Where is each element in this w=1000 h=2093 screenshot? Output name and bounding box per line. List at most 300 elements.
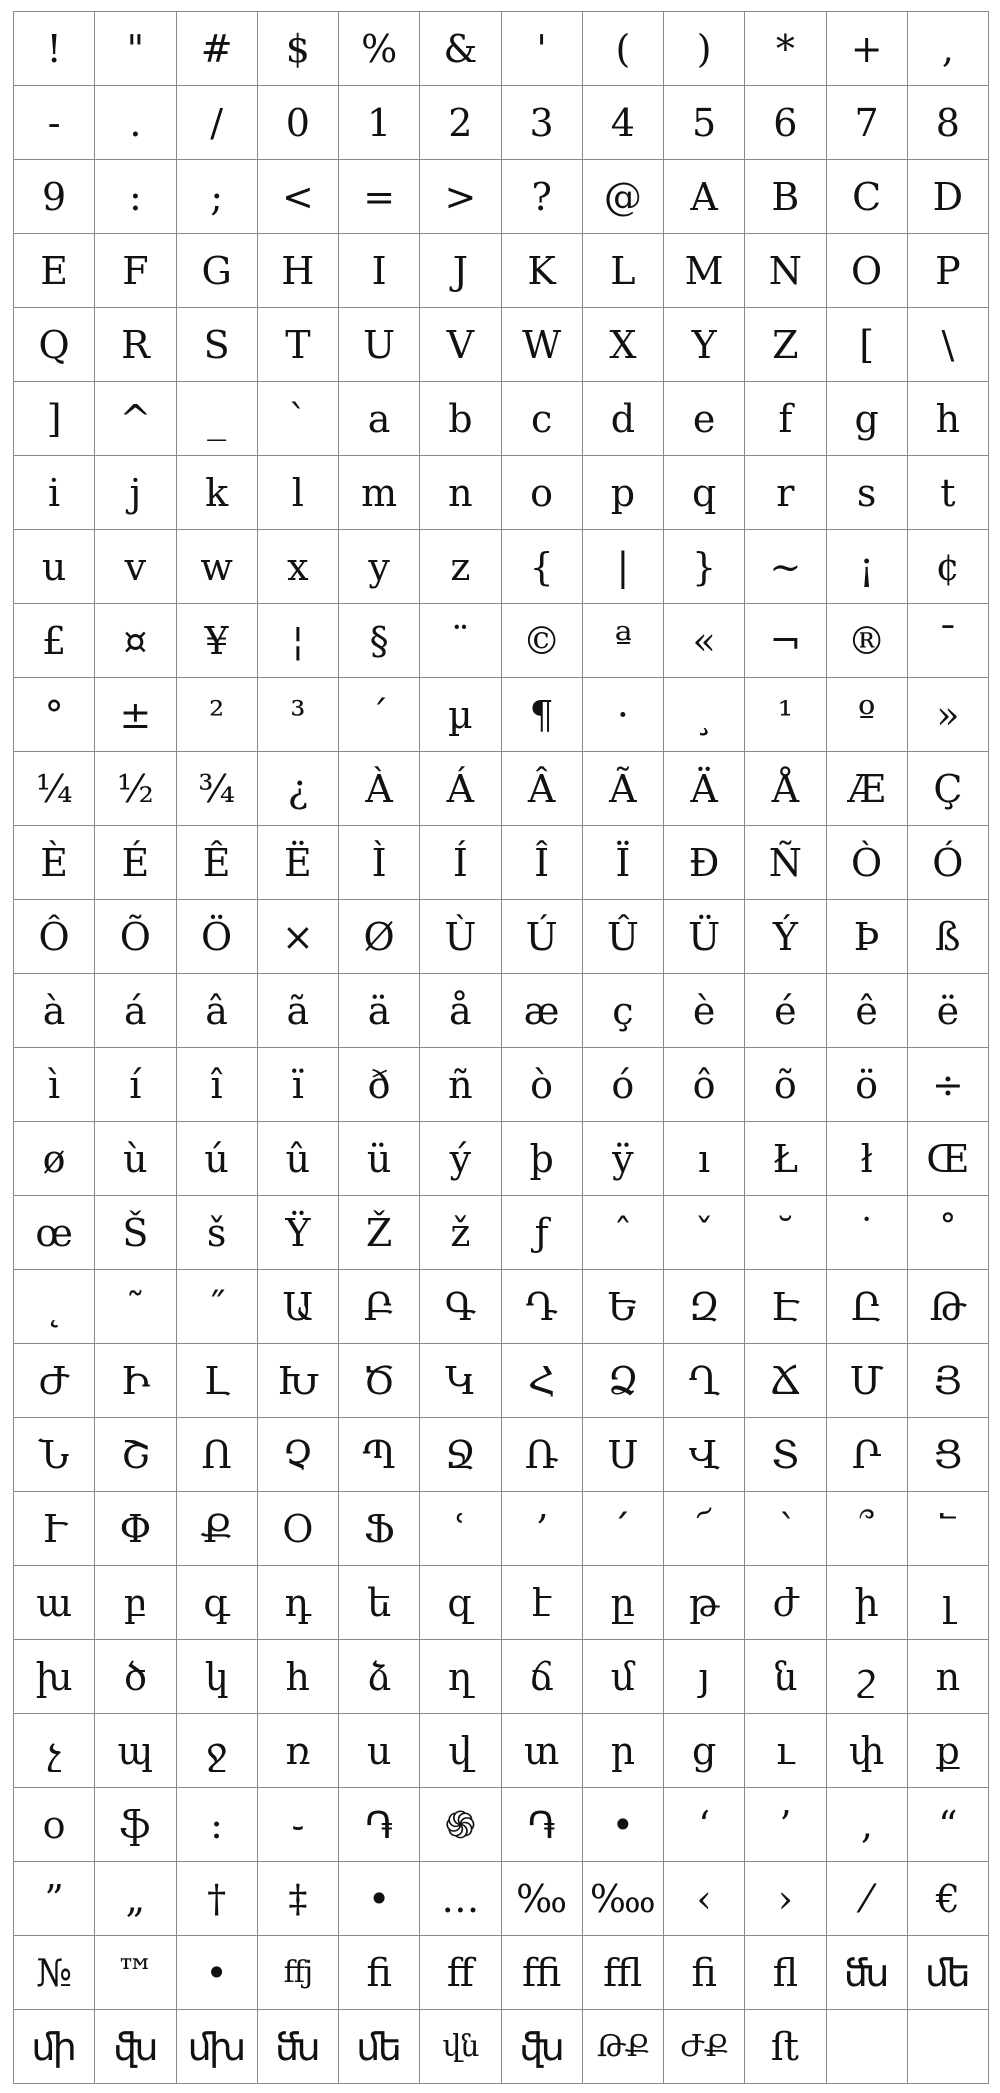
glyph-cell: $ bbox=[258, 12, 339, 86]
glyph-cell: Ղ bbox=[664, 1344, 745, 1418]
glyph-cell: ï bbox=[258, 1048, 339, 1122]
glyph-cell: @ bbox=[583, 160, 664, 234]
glyph-cell: d bbox=[583, 382, 664, 456]
glyph-cell: հ bbox=[258, 1640, 339, 1714]
glyph-cell: ՛ bbox=[583, 1492, 664, 1566]
glyph-cell: Շ bbox=[95, 1418, 176, 1492]
glyph-cell: ¤ bbox=[95, 604, 176, 678]
glyph-cell: : bbox=[95, 160, 176, 234]
glyph-cell: ı bbox=[664, 1122, 745, 1196]
glyph-cell: „ bbox=[95, 1862, 176, 1936]
glyph-cell: ՚ bbox=[502, 1492, 583, 1566]
glyph-cell: é bbox=[745, 974, 826, 1048]
glyph-cell: m bbox=[339, 456, 420, 530]
glyph-cell: * bbox=[745, 12, 826, 86]
glyph-cell: Ë bbox=[258, 826, 339, 900]
glyph-cell: ˝ bbox=[177, 1270, 258, 1344]
glyph-cell: Ը bbox=[827, 1270, 908, 1344]
glyph-cell: K bbox=[502, 234, 583, 308]
glyph-cell: ð bbox=[339, 1048, 420, 1122]
glyph-cell: Լ bbox=[177, 1344, 258, 1418]
glyph-cell: … bbox=[420, 1862, 501, 1936]
glyph-cell: & bbox=[420, 12, 501, 86]
glyph-cell: ô bbox=[664, 1048, 745, 1122]
glyph-cell: æ bbox=[502, 974, 583, 1048]
glyph-cell: W bbox=[502, 308, 583, 382]
glyph-cell: Ì bbox=[339, 826, 420, 900]
glyph-cell: " bbox=[95, 12, 176, 86]
glyph-cell: ö bbox=[827, 1048, 908, 1122]
glyph-cell: ք bbox=[908, 1714, 989, 1788]
glyph-cell: ‹ bbox=[664, 1862, 745, 1936]
glyph-cell: Š bbox=[95, 1196, 176, 1270]
glyph-cell: ¦ bbox=[258, 604, 339, 678]
glyph-cell: վն bbox=[420, 2010, 501, 2084]
glyph-cell: ! bbox=[14, 12, 95, 86]
glyph-cell: Ö bbox=[177, 900, 258, 974]
glyph-cell: > bbox=[420, 160, 501, 234]
glyph-cell: u bbox=[14, 530, 95, 604]
glyph-cell: Ü bbox=[664, 900, 745, 974]
glyph-cell: ս bbox=[339, 1714, 420, 1788]
glyph-cell: l bbox=[258, 456, 339, 530]
glyph-cell: Ձ bbox=[583, 1344, 664, 1418]
glyph-cell: ﬀ bbox=[420, 1936, 501, 2010]
glyph-cell: ԹՔ bbox=[583, 2010, 664, 2084]
glyph-cell: Á bbox=[420, 752, 501, 826]
glyph-cell: { bbox=[502, 530, 583, 604]
glyph-cell: ՙ bbox=[420, 1492, 501, 1566]
glyph-cell: } bbox=[664, 530, 745, 604]
glyph-cell: ¿ bbox=[258, 752, 339, 826]
glyph-cell: ø bbox=[14, 1122, 95, 1196]
glyph-cell: Դ bbox=[502, 1270, 583, 1344]
glyph-cell: չ bbox=[14, 1714, 95, 1788]
glyph-cell: Ո bbox=[177, 1418, 258, 1492]
glyph-cell: ³ bbox=[258, 678, 339, 752]
glyph-cell: V bbox=[420, 308, 501, 382]
glyph-cell: ˘ bbox=[745, 1196, 826, 1270]
glyph-cell: ] bbox=[14, 382, 95, 456]
glyph-cell: գ bbox=[177, 1566, 258, 1640]
glyph-cell: Å bbox=[745, 752, 826, 826]
glyph-cell: = bbox=[339, 160, 420, 234]
glyph-cell: ê bbox=[827, 974, 908, 1048]
glyph-cell: ÿ bbox=[583, 1122, 664, 1196]
glyph-cell: Թ bbox=[908, 1270, 989, 1344]
glyph-cell: X bbox=[583, 308, 664, 382]
glyph-cell: e bbox=[664, 382, 745, 456]
glyph-cell: n bbox=[420, 456, 501, 530]
glyph-cell: º bbox=[827, 678, 908, 752]
glyph-cell: ° bbox=[14, 678, 95, 752]
glyph-cell: ‱ bbox=[583, 1862, 664, 1936]
glyph-cell: ը bbox=[583, 1566, 664, 1640]
glyph-cell: ` bbox=[258, 382, 339, 456]
glyph-cell: ՜ bbox=[664, 1492, 745, 1566]
glyph-cell: Ž bbox=[339, 1196, 420, 1270]
glyph-cell: ¸ bbox=[664, 678, 745, 752]
glyph-cell: Չ bbox=[258, 1418, 339, 1492]
glyph-cell: ’ bbox=[745, 1788, 826, 1862]
glyph-cell: ֏ bbox=[339, 1788, 420, 1862]
glyph-cell: Ֆ bbox=[339, 1492, 420, 1566]
glyph-cell: ü bbox=[339, 1122, 420, 1196]
glyph-cell: b bbox=[420, 382, 501, 456]
glyph-cell: Օ bbox=[258, 1492, 339, 1566]
glyph-cell: ⁄ bbox=[827, 1862, 908, 1936]
glyph-cell: Ւ bbox=[14, 1492, 95, 1566]
glyph-cell: Բ bbox=[339, 1270, 420, 1344]
glyph-cell: w bbox=[177, 530, 258, 604]
glyph-cell: ﬀj bbox=[258, 1936, 339, 2010]
glyph-cell: å bbox=[420, 974, 501, 1048]
glyph-cell: ՞ bbox=[827, 1492, 908, 1566]
glyph-cell: + bbox=[827, 12, 908, 86]
glyph-cell: © bbox=[502, 604, 583, 678]
glyph-cell: î bbox=[177, 1048, 258, 1122]
glyph-cell: Ծ bbox=[339, 1344, 420, 1418]
glyph-cell: ¼ bbox=[14, 752, 95, 826]
glyph-cell: ë bbox=[908, 974, 989, 1048]
glyph-cell: ^ bbox=[95, 382, 176, 456]
glyph-cell: Ï bbox=[583, 826, 664, 900]
glyph-cell: y bbox=[339, 530, 420, 604]
glyph-cell: v bbox=[95, 530, 176, 604]
glyph-cell: í bbox=[95, 1048, 176, 1122]
glyph-cell: ¯ bbox=[908, 604, 989, 678]
glyph-cell: Æ bbox=[827, 752, 908, 826]
glyph-cell: ե bbox=[339, 1566, 420, 1640]
glyph-cell: ճ bbox=[502, 1640, 583, 1714]
glyph-cell: Մ bbox=[827, 1344, 908, 1418]
glyph-cell: D bbox=[908, 160, 989, 234]
glyph-cell: ” bbox=[14, 1862, 95, 1936]
glyph-cell: H bbox=[258, 234, 339, 308]
glyph-cell: ç bbox=[583, 974, 664, 1048]
glyph-cell: # bbox=[177, 12, 258, 86]
glyph-cell: Ã bbox=[583, 752, 664, 826]
glyph-cell: ﬅ bbox=[745, 2010, 826, 2084]
glyph-cell: á bbox=[95, 974, 176, 1048]
glyph-cell: ˆ bbox=[583, 1196, 664, 1270]
glyph-cell: è bbox=[664, 974, 745, 1048]
glyph-cell: թ bbox=[664, 1566, 745, 1640]
glyph-cell: r bbox=[745, 456, 826, 530]
glyph-cell: ﬂ bbox=[745, 1936, 826, 2010]
glyph-cell: â bbox=[177, 974, 258, 1048]
glyph-cell: ˜ bbox=[95, 1270, 176, 1344]
glyph-cell: Ò bbox=[827, 826, 908, 900]
glyph-cell: c bbox=[502, 382, 583, 456]
glyph-cell: ֊ bbox=[258, 1788, 339, 1862]
glyph-cell: £ bbox=[14, 604, 95, 678]
glyph-cell: Փ bbox=[95, 1492, 176, 1566]
glyph-cell: ՟ bbox=[908, 1492, 989, 1566]
glyph-cell: ñ bbox=[420, 1048, 501, 1122]
glyph-cell: Տ bbox=[745, 1418, 826, 1492]
glyph-grid bbox=[13, 11, 989, 2084]
glyph-cell: ծ bbox=[95, 1640, 176, 1714]
glyph-cell: S bbox=[177, 308, 258, 382]
glyph-cell: ժ bbox=[745, 1566, 826, 1640]
glyph-cell: q bbox=[664, 456, 745, 530]
glyph-cell: Â bbox=[502, 752, 583, 826]
glyph-cell: 3 bbox=[502, 86, 583, 160]
glyph-cell: Z bbox=[745, 308, 826, 382]
glyph-cell: ý bbox=[420, 1122, 501, 1196]
glyph-cell: À bbox=[339, 752, 420, 826]
glyph-cell: Ն bbox=[14, 1418, 95, 1492]
glyph-cell: ‰ bbox=[502, 1862, 583, 1936]
glyph-cell: Վ bbox=[664, 1418, 745, 1492]
glyph-cell: Ø bbox=[339, 900, 420, 974]
glyph-cell: € bbox=[908, 1862, 989, 1936]
glyph-cell: Ł bbox=[745, 1122, 826, 1196]
glyph-cell bbox=[908, 2010, 989, 2084]
glyph-cell: ÷ bbox=[908, 1048, 989, 1122]
glyph-cell: ł bbox=[827, 1122, 908, 1196]
glyph-cell: Է bbox=[745, 1270, 826, 1344]
glyph-cell: փ bbox=[827, 1714, 908, 1788]
glyph-cell: Ÿ bbox=[258, 1196, 339, 1270]
glyph-cell: շ bbox=[827, 1640, 908, 1714]
glyph-cell: ֍ bbox=[420, 1788, 501, 1862]
glyph-cell: օ bbox=[14, 1788, 95, 1862]
glyph-cell: § bbox=[339, 604, 420, 678]
glyph-cell: բ bbox=[95, 1566, 176, 1640]
glyph-cell: Ê bbox=[177, 826, 258, 900]
glyph-cell: B bbox=[745, 160, 826, 234]
glyph-cell: ջ bbox=[177, 1714, 258, 1788]
glyph-cell: ½ bbox=[95, 752, 176, 826]
glyph-cell: Յ bbox=[908, 1344, 989, 1418]
glyph-cell: ž bbox=[420, 1196, 501, 1270]
glyph-cell: զ bbox=[420, 1566, 501, 1640]
glyph-cell: ¥ bbox=[177, 604, 258, 678]
glyph-cell: þ bbox=[502, 1122, 583, 1196]
glyph-cell: Ց bbox=[908, 1418, 989, 1492]
glyph-cell: ( bbox=[583, 12, 664, 86]
glyph-cell: տ bbox=[502, 1714, 583, 1788]
glyph-cell: ՝ bbox=[745, 1492, 826, 1566]
glyph-cell: ˛ bbox=[14, 1270, 95, 1344]
glyph-cell: ™ bbox=[95, 1936, 176, 2010]
glyph-cell: Ù bbox=[420, 900, 501, 974]
glyph-cell: f bbox=[745, 382, 826, 456]
glyph-cell: N bbox=[745, 234, 826, 308]
glyph-cell: ի bbox=[827, 1566, 908, 1640]
glyph-cell: [ bbox=[827, 308, 908, 382]
glyph-cell: ﬓ bbox=[827, 1936, 908, 2010]
glyph-cell: J bbox=[420, 234, 501, 308]
glyph-cell: / bbox=[177, 86, 258, 160]
glyph-cell: A bbox=[664, 160, 745, 234]
glyph-cell: ˇ bbox=[664, 1196, 745, 1270]
glyph-cell: Q bbox=[14, 308, 95, 382]
glyph-cell: M bbox=[664, 234, 745, 308]
glyph-cell: Ç bbox=[908, 752, 989, 826]
glyph-cell: É bbox=[95, 826, 176, 900]
glyph-cell: 9 bbox=[14, 160, 95, 234]
glyph-cell: P bbox=[908, 234, 989, 308]
glyph-cell: T bbox=[258, 308, 339, 382]
glyph-cell: ò bbox=[502, 1048, 583, 1122]
glyph-cell: ﬁ bbox=[664, 1936, 745, 2010]
glyph-cell: ¾ bbox=[177, 752, 258, 826]
glyph-cell: յ bbox=[664, 1640, 745, 1714]
glyph-cell: Õ bbox=[95, 900, 176, 974]
glyph-cell: Ժ bbox=[14, 1344, 95, 1418]
glyph-cell: Գ bbox=[420, 1270, 501, 1344]
glyph-cell: G bbox=[177, 234, 258, 308]
glyph-cell: O bbox=[827, 234, 908, 308]
glyph-cell: Ե bbox=[583, 1270, 664, 1344]
glyph-cell: ó bbox=[583, 1048, 664, 1122]
glyph-cell: ) bbox=[664, 12, 745, 86]
glyph-cell: վ bbox=[420, 1714, 501, 1788]
glyph-cell: ﬖ bbox=[502, 2010, 583, 2084]
glyph-cell: Ñ bbox=[745, 826, 826, 900]
glyph-cell: R bbox=[95, 308, 176, 382]
glyph-cell: ﬄ bbox=[583, 1936, 664, 2010]
glyph-cell: կ bbox=[177, 1640, 258, 1714]
glyph-cell: Ó bbox=[908, 826, 989, 900]
glyph-cell: ձ bbox=[339, 1640, 420, 1714]
glyph-cell: Ջ bbox=[420, 1418, 501, 1492]
glyph-cell: - bbox=[14, 86, 95, 160]
glyph-cell: 2 bbox=[420, 86, 501, 160]
glyph-cell: է bbox=[502, 1566, 583, 1640]
glyph-cell: ﬖ bbox=[95, 2010, 176, 2084]
glyph-cell: Ä bbox=[664, 752, 745, 826]
glyph-cell: ~ bbox=[745, 530, 826, 604]
glyph-cell: C bbox=[827, 160, 908, 234]
glyph-cell: < bbox=[258, 160, 339, 234]
glyph-cell: a bbox=[339, 382, 420, 456]
glyph-cell: ¢ bbox=[908, 530, 989, 604]
glyph-cell: 4 bbox=[583, 86, 664, 160]
glyph-cell: ‡ bbox=[258, 1862, 339, 1936]
glyph-cell: ﬔ bbox=[908, 1936, 989, 2010]
glyph-cell: Զ bbox=[664, 1270, 745, 1344]
glyph-cell: պ bbox=[95, 1714, 176, 1788]
glyph-cell: ռ bbox=[258, 1714, 339, 1788]
glyph-cell: · bbox=[583, 678, 664, 752]
glyph-cell: » bbox=[908, 678, 989, 752]
glyph-cell: \ bbox=[908, 308, 989, 382]
glyph-cell: ֆ bbox=[95, 1788, 176, 1862]
glyph-cell: « bbox=[664, 604, 745, 678]
glyph-cell: k bbox=[177, 456, 258, 530]
glyph-cell: û bbox=[258, 1122, 339, 1196]
glyph-cell: ? bbox=[502, 160, 583, 234]
glyph-cell: È bbox=[14, 826, 95, 900]
glyph-cell: ն bbox=[745, 1640, 826, 1714]
glyph-cell: š bbox=[177, 1196, 258, 1270]
glyph-cell: Ա bbox=[258, 1270, 339, 1344]
glyph-cell: ﬗ bbox=[177, 2010, 258, 2084]
glyph-cell: † bbox=[177, 1862, 258, 1936]
glyph-cell: • bbox=[177, 1936, 258, 2010]
glyph-cell: ƒ bbox=[502, 1196, 583, 1270]
glyph-cell: Հ bbox=[502, 1344, 583, 1418]
glyph-cell: ˚ bbox=[908, 1196, 989, 1270]
glyph-cell: ; bbox=[177, 160, 258, 234]
glyph-cell: i bbox=[14, 456, 95, 530]
glyph-cell: | bbox=[583, 530, 664, 604]
glyph-cell: F bbox=[95, 234, 176, 308]
glyph-cell: U bbox=[339, 308, 420, 382]
glyph-cell: à bbox=[14, 974, 95, 1048]
glyph-cell: t bbox=[908, 456, 989, 530]
glyph-cell: µ bbox=[420, 678, 501, 752]
glyph-cell: Խ bbox=[258, 1344, 339, 1418]
glyph-cell: ù bbox=[95, 1122, 176, 1196]
glyph-cell: ո bbox=[908, 1640, 989, 1714]
glyph-cell: ﬁ bbox=[339, 1936, 420, 2010]
glyph-cell: 8 bbox=[908, 86, 989, 160]
glyph-cell: Û bbox=[583, 900, 664, 974]
glyph-cell: 7 bbox=[827, 86, 908, 160]
glyph-cell: ± bbox=[95, 678, 176, 752]
glyph-cell: ß bbox=[908, 900, 989, 974]
glyph-cell: ﬔ bbox=[339, 2010, 420, 2084]
glyph-cell: ղ bbox=[420, 1640, 501, 1714]
glyph-cell: p bbox=[583, 456, 664, 530]
glyph-cell: ® bbox=[827, 604, 908, 678]
glyph-cell: ԺՔ bbox=[664, 2010, 745, 2084]
glyph-cell: ã bbox=[258, 974, 339, 1048]
glyph-cell: ‚ bbox=[827, 1788, 908, 1862]
glyph-cell bbox=[827, 2010, 908, 2084]
glyph-cell: Ս bbox=[583, 1418, 664, 1492]
glyph-cell: մ bbox=[583, 1640, 664, 1714]
glyph-cell: j bbox=[95, 456, 176, 530]
glyph-cell: ´ bbox=[339, 678, 420, 752]
glyph-cell: L bbox=[583, 234, 664, 308]
glyph-cell: ‘ bbox=[664, 1788, 745, 1862]
glyph-cell: õ bbox=[745, 1048, 826, 1122]
glyph-cell: Ô bbox=[14, 900, 95, 974]
glyph-cell: ª bbox=[583, 604, 664, 678]
glyph-cell: ˙ bbox=[827, 1196, 908, 1270]
glyph-cell: ց bbox=[664, 1714, 745, 1788]
glyph-cell: ì bbox=[14, 1048, 95, 1122]
glyph-cell: № bbox=[14, 1936, 95, 2010]
glyph-cell: ¶ bbox=[502, 678, 583, 752]
glyph-cell: • bbox=[339, 1862, 420, 1936]
glyph-cell: s bbox=[827, 456, 908, 530]
glyph-cell: x bbox=[258, 530, 339, 604]
glyph-cell: ր bbox=[583, 1714, 664, 1788]
glyph-cell: œ bbox=[14, 1196, 95, 1270]
glyph-cell: 0 bbox=[258, 86, 339, 160]
glyph-cell: Ի bbox=[95, 1344, 176, 1418]
glyph-cell: ú bbox=[177, 1122, 258, 1196]
glyph-cell: 5 bbox=[664, 86, 745, 160]
glyph-cell: ﬕ bbox=[14, 2010, 95, 2084]
glyph-cell: ﬃ bbox=[502, 1936, 583, 2010]
glyph-cell: Œ bbox=[908, 1122, 989, 1196]
glyph-cell: Þ bbox=[827, 900, 908, 974]
glyph-cell: ﬓ bbox=[258, 2010, 339, 2084]
glyph-cell: Í bbox=[420, 826, 501, 900]
glyph-cell: 6 bbox=[745, 86, 826, 160]
glyph-cell: ¬ bbox=[745, 604, 826, 678]
glyph-cell: խ bbox=[14, 1640, 95, 1714]
glyph-cell: z bbox=[420, 530, 501, 604]
